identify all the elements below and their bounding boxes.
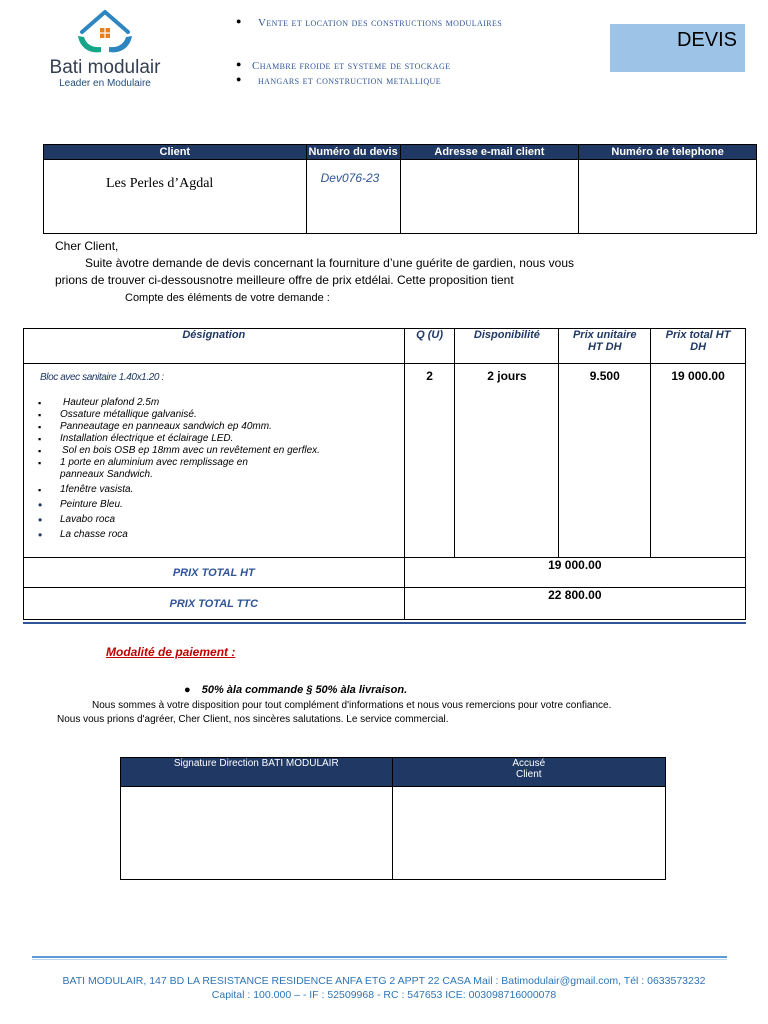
bullet-icon: ●: [236, 59, 242, 69]
qty-header: Q (U): [404, 329, 455, 364]
client-header: Client: [44, 145, 307, 160]
item-unit-price: 9.500: [559, 364, 651, 558]
house-hands-logo-icon: [74, 6, 136, 58]
unit-price-header: Prix unitaire HT DH: [559, 329, 651, 364]
devis-number: Dev076-23: [306, 160, 400, 234]
footer-address: BATI MODULAIR, 147 BD LA RESISTANCE RESIDENCE ANFA ETG 2 APPT 22 CASA Mail : Batimodulair@gmail.com, Tél : 0633573232: [62, 975, 706, 987]
logo-tagline: Leader en Modulaire: [59, 78, 151, 89]
list-item: ▪ Ossature métallique galvanisé.: [60, 409, 404, 421]
signature-client-box: [392, 787, 665, 880]
footer-rule-light: [32, 959, 727, 960]
closing-note-2: Nous vous prions d'agréer, Cher Client, nos sincères salutations. Le service commercial.: [57, 714, 449, 725]
total-ht-label: PRIX TOTAL HT: [24, 558, 405, 588]
client-email: [400, 160, 579, 234]
bullet-icon: ●: [236, 74, 242, 84]
closing-note-1: Nous sommes à votre disposition pour tout complément d'informations et nous vous remercions pour votre confiance.: [92, 700, 612, 711]
greeting: Cher Client,: [55, 239, 119, 253]
list-item: ▪ Hauteur plafond 2.5m: [60, 397, 404, 409]
list-item: ▪ Sol en bois OSB ep 18mm avec un revêtement en gerflex.: [60, 445, 404, 457]
items-table: [23, 328, 746, 620]
list-item: • Peinture Bleu.: [60, 499, 404, 511]
item-qty: 2: [404, 364, 455, 558]
list-item: ▪ Panneautage en panneaux sandwich ep 40mm.: [60, 421, 404, 433]
list-item: • La chasse roca: [60, 529, 404, 541]
list-item: ▪ 1fenêtre vasista.: [60, 484, 404, 496]
signature-direction-header: Signature Direction BATI MODULAIR: [121, 758, 393, 787]
list-item: ▪ Installation électrique et éclairage LED.: [60, 433, 404, 445]
payment-title: Modalité de paiement :: [106, 645, 236, 659]
list-item: ▪ 1 porte en aluminium avec remplissage en panneaux Sandwich.: [60, 457, 290, 481]
list-item: • Lavabo roca: [60, 514, 404, 526]
logo-name: Bati modulair: [49, 57, 161, 78]
item-title: Bloc avec sanitaire 1.40x1.20 :: [40, 372, 164, 383]
item-dispo: 2 jours: [455, 364, 559, 558]
signature-table: [120, 757, 666, 880]
client-info-table: [43, 144, 757, 234]
designation-header: Désignation: [24, 329, 405, 364]
email-header: Adresse e-mail client: [400, 145, 579, 160]
total-ttc-label: PRIX TOTAL TTC: [24, 588, 405, 620]
total-ttc-value: 22 800.00: [404, 588, 745, 620]
footer: [0, 974, 768, 1002]
document-type: DEVIS: [676, 29, 737, 51]
client-name: Les Perles d’Agdal: [44, 160, 307, 234]
client-phone: [579, 160, 757, 234]
bullet-icon: ●: [236, 16, 242, 26]
company-logo: [30, 6, 180, 98]
footer-legal: Capital : 100.000 – - IF : 52509968 - RC : 547653 ICE: 003098716000078: [211, 989, 557, 1001]
letter-line-1: Suite àvotre demande de devis concernant la fourniture d’une guérite de gardien, nous vous: [85, 256, 574, 270]
item-total: 19 000.00: [651, 364, 746, 558]
accuse-client-header: Accusé Client: [392, 758, 665, 787]
document-type-box: [610, 24, 745, 72]
item-details-list: [40, 397, 404, 541]
phone-header: Numéro de telephone: [579, 145, 757, 160]
devis-number-header: Numéro du devis: [306, 145, 400, 160]
signature-direction-box: [121, 787, 393, 880]
item-description: [24, 364, 405, 558]
footer-rule: [32, 956, 727, 958]
total-ht-value: 19 000.00: [404, 558, 745, 588]
table-bottom-rule: [23, 622, 746, 624]
letter-line-3: Compte des éléments de votre demande :: [125, 292, 330, 304]
dispo-header: Disponibilité: [455, 329, 559, 364]
total-price-header: Prix total HT DH: [651, 329, 746, 364]
bullet-icon: ●: [184, 684, 191, 696]
payment-terms: ● 50% àla commande § 50% àla livraison.: [184, 684, 408, 696]
letter-line-2: prions de trouver ci-dessousnotre meilleure offre de prix etdélai. Cette proposition tient: [55, 273, 514, 287]
